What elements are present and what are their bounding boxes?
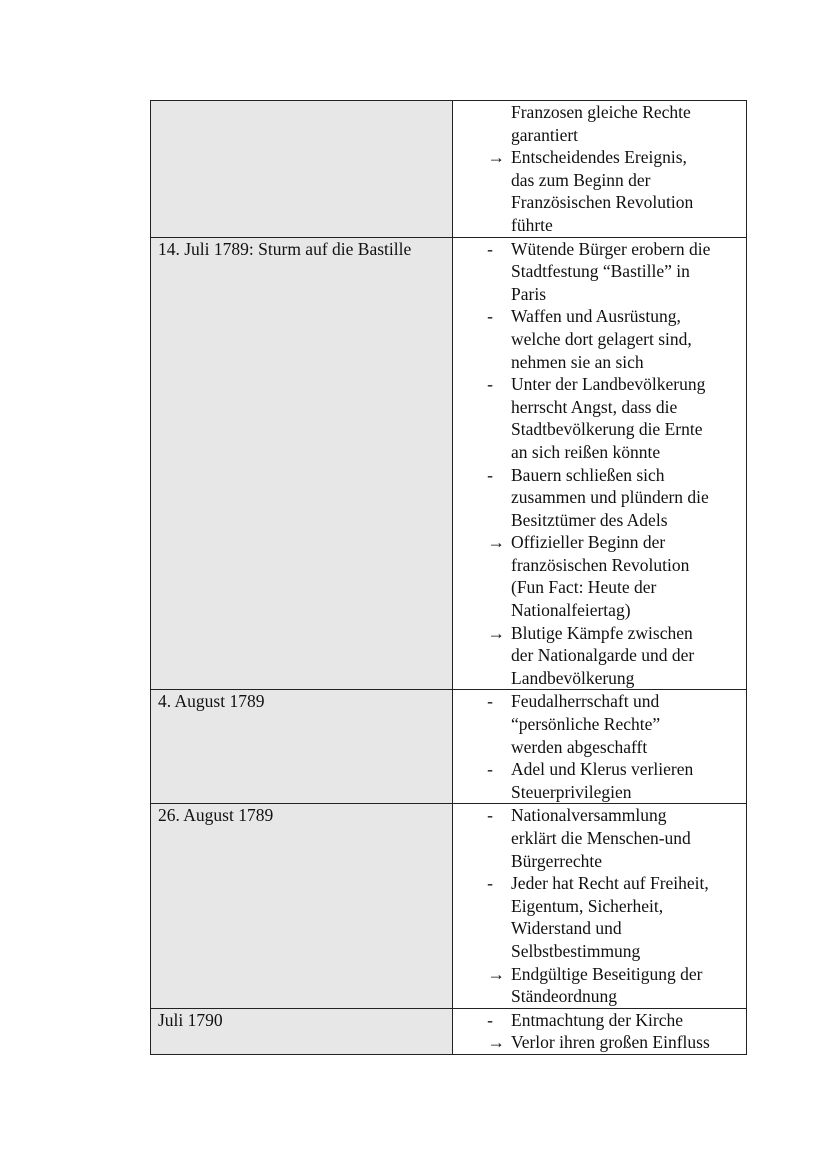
event-line — [453, 985, 742, 1008]
bullet-marker: - — [487, 464, 493, 485]
timeline-row — [151, 804, 747, 1008]
events-cell — [453, 237, 747, 690]
event-text: Verlor ihren großen Einfluss — [511, 1032, 710, 1053]
event-line — [453, 781, 742, 804]
event-line — [453, 713, 742, 736]
event-text: französischen Revolution — [511, 554, 690, 575]
event-line — [453, 373, 742, 396]
bullet-marker: - — [487, 374, 493, 395]
event-line — [453, 283, 742, 306]
event-text: Adel und Klerus verlieren — [511, 759, 694, 780]
event-text: Nationalfeiertag) — [511, 600, 631, 621]
date-text: 4. August 1789 — [158, 691, 265, 712]
event-text: Unter der Landbevölkerung — [511, 374, 706, 395]
event-line — [453, 260, 742, 283]
date-cell — [151, 804, 453, 1008]
bullet-marker: - — [487, 306, 493, 327]
event-line — [453, 736, 742, 759]
event-line — [453, 351, 742, 374]
timeline-row — [151, 1008, 747, 1054]
arrow-marker: → — [487, 622, 505, 643]
arrow-marker: → — [487, 147, 505, 168]
event-text: werden abgeschafft — [511, 736, 648, 757]
events-cell — [453, 1008, 747, 1054]
event-text: erklärt die Menschen-und — [511, 828, 691, 848]
event-text: Endgültige Beseitigung der — [511, 963, 703, 984]
event-line — [453, 396, 742, 419]
arrow-marker: → — [487, 532, 505, 553]
event-text: Widerstand und — [511, 918, 622, 939]
bullet-marker — [453, 101, 511, 124]
date-cell — [151, 237, 453, 690]
event-line — [453, 101, 742, 124]
event-line — [453, 644, 742, 667]
event-text: Wütende Bürger erobern die — [511, 238, 711, 259]
event-text: Feudalherrschaft und — [511, 691, 660, 712]
event-line — [453, 758, 742, 781]
bullet-marker: - — [487, 691, 493, 712]
event-line — [453, 305, 742, 328]
event-text: welche dort gelagert sind, — [511, 328, 692, 349]
event-line — [453, 214, 742, 237]
event-line — [453, 576, 742, 599]
event-text: Jeder hat Recht auf Freiheit, — [511, 873, 709, 894]
event-text: Landbevölkerung — [511, 667, 635, 688]
event-text: herrscht Angst, dass die — [511, 396, 678, 417]
event-text: Stadtfestung “Bastille” in — [511, 261, 690, 282]
date-cell — [151, 101, 453, 238]
event-line — [453, 531, 742, 554]
bullet-marker: - — [487, 238, 493, 259]
timeline-row — [151, 237, 747, 690]
event-text: “persönliche Rechte” — [511, 714, 661, 735]
event-text: an sich reißen könnte — [511, 441, 661, 462]
event-line — [453, 554, 742, 577]
event-text: nehmen sie an sich — [511, 351, 644, 372]
event-text: garantiert — [511, 124, 579, 145]
event-line — [453, 667, 742, 690]
timeline-body — [151, 101, 747, 1055]
timeline-table — [150, 100, 747, 1055]
event-line — [453, 872, 742, 895]
events-cell — [453, 804, 747, 1008]
event-text: Stadtbevölkerung die Ernte — [511, 419, 703, 440]
date-text: Juli 1790 — [158, 1009, 223, 1030]
arrow-marker: → — [487, 963, 505, 984]
event-line — [453, 963, 742, 986]
bullet-marker: - — [487, 873, 493, 894]
event-text: Entmachtung der Kirche — [511, 1009, 684, 1030]
date-text: 26. August 1789 — [158, 805, 274, 826]
event-line — [453, 418, 742, 441]
event-line — [453, 238, 742, 261]
event-text: der Nationalgarde und der — [511, 645, 695, 666]
event-line — [453, 124, 742, 147]
event-text: Ständeordnung — [511, 986, 617, 1007]
event-line — [453, 622, 742, 645]
event-text: Steuerprivilegien — [511, 781, 632, 802]
event-line — [453, 1031, 742, 1054]
events-cell — [453, 690, 747, 804]
event-text: Paris — [511, 283, 546, 304]
event-line — [453, 599, 742, 622]
event-line — [453, 169, 742, 192]
event-line — [453, 827, 742, 850]
event-text: Waffen und Ausrüstung, — [511, 306, 681, 327]
event-text: Blutige Kämpfe zwischen — [511, 622, 693, 643]
event-line — [453, 464, 742, 487]
event-text: zusammen und plündern die — [511, 487, 709, 508]
event-line — [453, 441, 742, 464]
arrow-marker: → — [487, 1032, 505, 1053]
event-line — [453, 486, 742, 509]
event-line — [453, 850, 742, 873]
event-text: Selbstbestimmung — [511, 940, 641, 961]
events-cell — [453, 101, 747, 238]
bullet-marker: - — [487, 1009, 493, 1030]
event-text: Entscheidendes Ereignis, — [511, 147, 687, 168]
event-text: Eigentum, Sicherheit, — [511, 895, 664, 916]
event-line — [453, 917, 742, 940]
bullet-marker: - — [487, 805, 493, 826]
event-text: (Fun Fact: Heute der — [511, 577, 657, 598]
event-text: Franzosen gleiche Rechte — [511, 102, 691, 122]
event-line — [453, 146, 742, 169]
bullet-marker: - — [487, 759, 493, 780]
event-text: Französischen Revolution — [511, 192, 694, 213]
event-text: Bürgerrechte — [511, 850, 603, 871]
event-text: Bauern schließen sich — [511, 464, 665, 485]
event-text: das zum Beginn der — [511, 169, 651, 190]
date-cell — [151, 1008, 453, 1054]
timeline-row — [151, 101, 747, 238]
event-line — [453, 191, 742, 214]
timeline-row — [151, 690, 747, 804]
event-line — [453, 509, 742, 532]
event-text: Nationalversammlung — [511, 805, 667, 826]
event-line — [453, 1009, 742, 1032]
event-line — [453, 940, 742, 963]
event-text: führte — [511, 214, 553, 235]
event-text: Besitztümer des Adels — [511, 509, 668, 530]
event-line — [453, 895, 742, 918]
event-line — [453, 804, 742, 827]
event-text: Offizieller Beginn der — [511, 532, 666, 553]
event-line — [453, 690, 742, 713]
event-line — [453, 328, 742, 351]
date-cell — [151, 690, 453, 804]
date-text: 14. Juli 1789: Sturm auf die Bastille — [158, 238, 412, 259]
